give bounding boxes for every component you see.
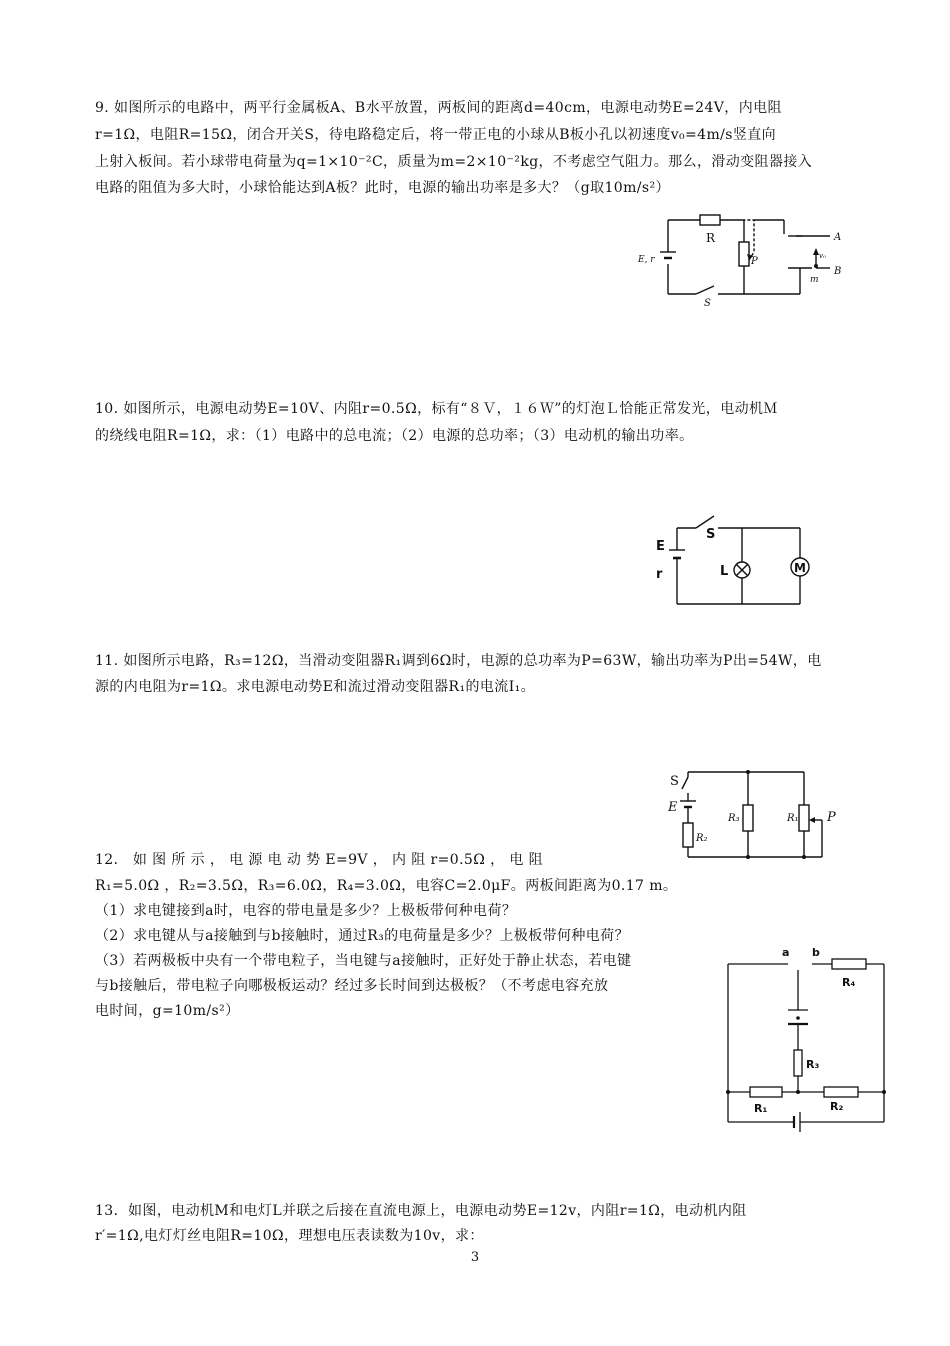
q9-line-4: 电路的阻值为多大时，小球恰能达到A板？此时，电源的输出功率是多大？（g取10m/s²） xyxy=(95,180,670,196)
q11-line-2: 源的内电阻为r=1Ω。求电源电动势E和流过滑动变阻器R₁的电流I₁。 xyxy=(95,679,536,695)
q10-line-2: 的绕线电阻R=1Ω，求：（1）电路中的总电流；（2）电源的总功率；（3）电动机的输出功率。 xyxy=(95,428,694,444)
q11-circuit-figure xyxy=(660,765,860,865)
q9-line-2: r=1Ω，电阻R=15Ω，闭合开关S，待电路稳定后，将一带正电的小球从B板小孔以初速度v₀=4m/s竖直向 xyxy=(95,127,777,143)
q12-line-3: （1）求电键接到a时，电容的带电量是多少？上极板带何种电荷？ xyxy=(95,903,517,919)
q11-label-R2: R₂ xyxy=(696,833,708,844)
q11-label-R1: R₁ xyxy=(787,813,799,824)
q13-line-2: r′=1Ω,电灯灯丝电阻R=10Ω，理想电压表读数为10v，求： xyxy=(95,1228,484,1244)
q12-line-4: （2）求电键从与a接触到与b接触时，通过R₃的电荷量是多少？上极板带何种电荷？ xyxy=(95,928,629,944)
q10-label-S: S xyxy=(706,527,716,542)
q11-label-P: P xyxy=(827,810,836,825)
q13-line-1: 13．如图，电动机M和电灯L并联之后接在直流电源上，电源电动势E=12v，内阻r=1Ω，电动机内阻 xyxy=(95,1203,747,1219)
q12-line-6: 与b接触后，带电粒子向哪极板运动？经过多长时间到达极板？（不考虑电容充放 xyxy=(95,978,609,994)
q11-line-1: 11. 如图所示电路，R₃=12Ω，当滑动变阻器R₁调到6Ω时，电源的总功率为P=63W，输出功率为P出=54W，电 xyxy=(95,653,822,669)
q12-label-R1: R₁ xyxy=(754,1102,768,1115)
q10-label-r: r xyxy=(656,567,663,582)
q11-label-R3: R₃ xyxy=(728,813,740,824)
q9-label-A: A xyxy=(834,232,842,243)
q10-circuit-figure xyxy=(650,506,830,610)
q11-label-E: E xyxy=(668,800,678,815)
q9-label-B: B xyxy=(834,266,842,277)
q10-label-L: L xyxy=(720,564,729,579)
q9-label-S: S xyxy=(704,298,711,309)
q9-label-Er: E, r xyxy=(638,255,655,265)
q12-line-5: （3）若两极板中央有一个带电粒子，当电键与a接触时，正好处于静止状态，若电键 xyxy=(95,953,632,969)
q12-label-R4: R₄ xyxy=(842,976,856,989)
q9-label-v0: v₀ xyxy=(819,252,826,260)
q12-line-7: 电时间，g=10m/s²） xyxy=(95,1003,240,1019)
q12-label-R2: R₂ xyxy=(830,1100,844,1113)
q9-circuit-figure xyxy=(630,206,860,311)
q12-label-a: a xyxy=(782,946,790,959)
q9-line-3: 上射入板间。若小球带电荷量为q=1×10⁻²C，质量为m=2×10⁻²kg，不考虑空气阻力。那么，滑动变阻器接入 xyxy=(95,154,813,170)
q12-circuit-figure xyxy=(718,940,893,1140)
q12-line-1: 12． 如 图 所 示 ， 电 源 电 动 势 E=9V ， 内 阻 r=0.5Ω ， 电 阻 xyxy=(95,852,543,868)
page-number: 3 xyxy=(470,1250,480,1265)
q12-label-R3: R₃ xyxy=(806,1058,820,1071)
q9-label-P: P xyxy=(751,256,758,267)
q9-label-R: R xyxy=(706,231,716,245)
q10-label-E: E xyxy=(656,539,665,554)
q10-label-M: M xyxy=(794,561,806,575)
q11-label-S: S xyxy=(670,774,679,789)
q12-line-2: R₁=5.0Ω ，R₂=3.5Ω，R₃=6.0Ω，R₄=3.0Ω，电容C=2.0μF。两板间距离为0.17 m。 xyxy=(95,878,678,894)
q12-label-b: b xyxy=(812,946,820,959)
q10-line-1: 10. 如图所示，电源电动势E=10V、内阻r=0.5Ω，标有“８Ｖ，１６Ｗ”的灯泡Ｌ恰能正常发光，电动机Ｍ xyxy=(95,401,778,417)
q9-label-m: m xyxy=(810,275,819,285)
q9-line-1: 9. 如图所示的电路中，两平行金属板A、B水平放置，两板间的距离d=40cm，电源电动势E=24V，内电阻 xyxy=(95,100,782,116)
